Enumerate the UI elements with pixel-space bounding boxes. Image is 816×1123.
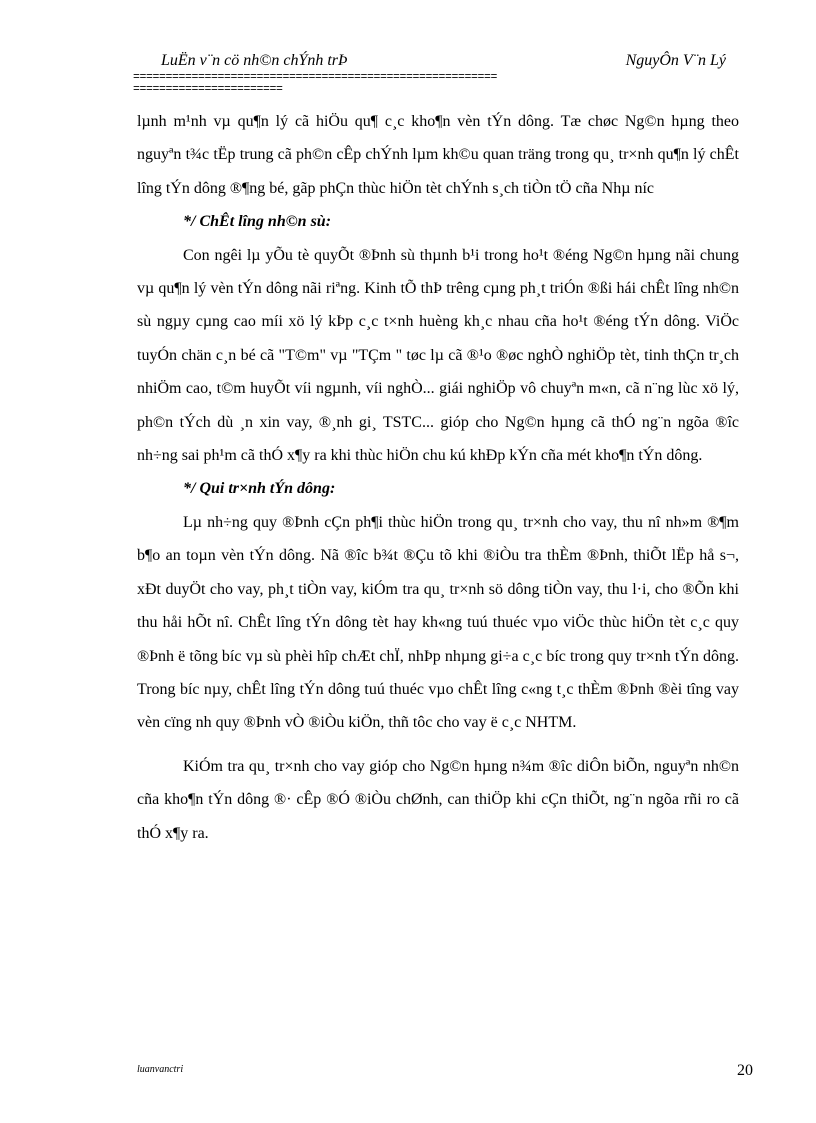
paragraph-personnel-quality: Con ngêi lµ yÕu tè quyÕt ®Þnh sù thµnh b¹i trong ho¹t ®éng Ng©n hµng nãi chung vµ qu¶n lý vèn tÝn dông nãi riªng. Kinh tÕ thÞ trêng cµng ph¸t triÓn ®ßi hái chÊt lîng nh©n sù ngµy cµng cao míi xö lý kÞp c¸c t×nh huèng kh¸c nhau cña ho¹t ®éng tÝn dông. ViÖc tuyÓn chän c¸n bé cã "T©m" vµ "TÇm " tøc lµ cã ®¹o ®øc nghÒ nghiÖp tèt, tinh thÇn tr¸ch nhiÖm cao, t©m huyÕt víi ngµnh, víi nghÒ... giái nghiÖp vô chuyªn m«n, cã n¨ng lùc xö lý, ph©n tÝch dù ¸n xin vay, ®¸nh gi¸ TSTC... gióp cho Ng©n hµng cã thÓ ng¨n ngõa ®îc nh÷ng sai ph¹m cã thÓ x¶y ra khi thùc hiÖn chu kú khÐp kÝn cña mét kho¶n tÝn dông. (137, 246, 739, 465)
header-document-title: LuËn v¨n cö nh©n chÝnh trÞ (161, 52, 348, 69)
header-row (133, 46, 738, 72)
page-header (133, 46, 738, 96)
paragraph-gap (137, 740, 739, 750)
paragraph-credit-management: lµnh m¹nh vµ qu¶n lý cã hiÖu qu¶ c¸c kho¶n vèn tÝn dông. Tæ chøc Ng©n hµng theo nguyªn t¾c tËp trung cã ph©n cÊp chÝnh lµm kh©u quan träng trong qu¸ tr×nh qu¶n lý chÊt lîng tÝn dông ®¶ng bé, gãp phÇn thùc hiÖn tèt chÝnh s¸ch tiÒn tÖ cña Nhµ níc (137, 113, 739, 197)
paragraph-loan-inspection: KiÓm tra qu¸ tr×nh cho vay gióp cho Ng©n hµng n¾m ®îc diÔn biÕn, nguyªn nh©n cña kho¶n tÝn dông ®· cÊp ®Ó ®iÒu chØnh, can thiÖp khi cÇn thiÕt, ng¨n ngõa rñi ro cã thÓ x¶y ra. (137, 757, 739, 842)
page-number: 20 (737, 1062, 753, 1079)
heading-personnel-quality: */ ChÊt lîng nh©n sù: (183, 213, 332, 231)
header-rule-line-1: ======================================================== (133, 72, 498, 84)
heading-credit-process: */ Qui tr×nh tÝn dông: (183, 480, 336, 498)
footer-watermark-text: luanvanctri (137, 1064, 184, 1075)
header-rule-line-2: ======================= (133, 84, 283, 96)
page-body (137, 105, 739, 850)
header-author-name: NguyÔn V¨n Lý (625, 52, 726, 69)
paragraph-credit-process: Lµ nh÷ng quy ®Þnh cÇn ph¶i thùc hiÖn trong qu¸ tr×nh cho vay, thu nî nh»m ®¶m b¶o an toµn vèn tÝn dông. Nã ®îc b¾t ®Çu tõ khi ®iÒu tra thÈm ®Þnh, thiÕt lËp hå s¬, xÐt duyÖt cho vay, ph¸t tiÒn vay, kiÓm tra qu¸ tr×nh sö dông tiÒn vay, thu l·i, cho ®Õn khi thu håi hÕt nî. ChÊt lîng tÝn dông tèt hay kh«ng tuú thuéc vµo viÖc thùc hiÖn tèt c¸c quy ®Þnh ë tõng bíc vµ sù phèi hîp chÆt chÏ, nhÞp nhµng gi÷a c¸c bíc trong quy tr×nh tÝn dông. Trong bíc nµy, chÊt lîng tÝn dông tuú thuéc vµo chÊt lîng c«ng t¸c thÈm ®Þnh ®èi tîng vay vèn cïng nh quy ®Þnh vÒ ®iÒu kiÖn, thñ tôc cho vay ë c¸c NHTM. (137, 513, 739, 732)
